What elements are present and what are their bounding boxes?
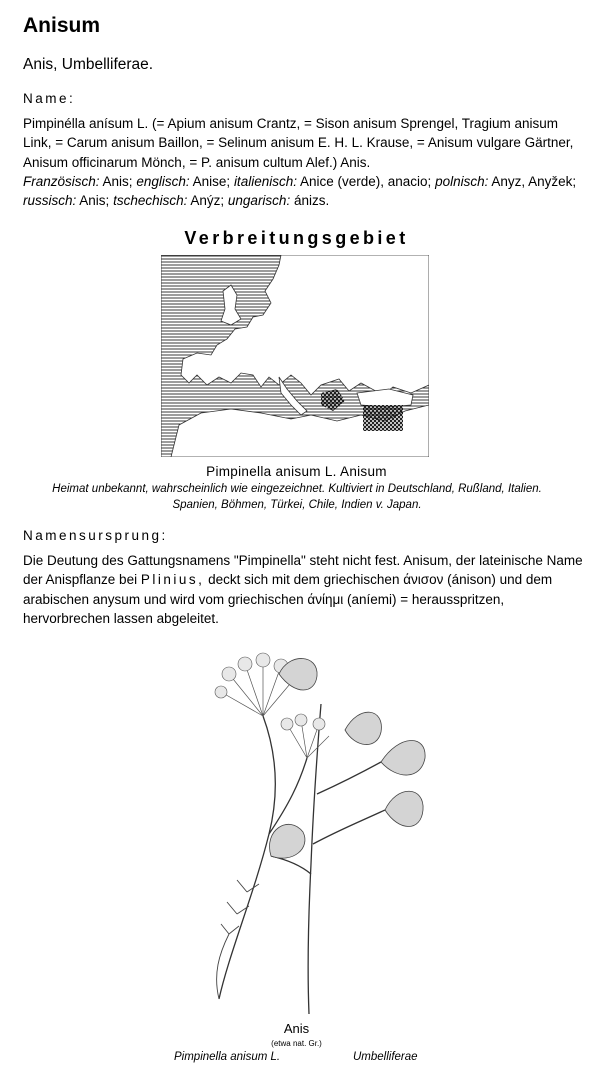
flower-cluster — [256, 653, 270, 667]
author-name: Plinius, — [140, 572, 205, 588]
leaf-stem — [313, 810, 385, 844]
map-note: Heimat unbekannt, wahrscheinlich wie eingezeichnet. Kultiviert in Deutschland, Rußland, Italien. Spanien, Böhmen, Türkei, Chile, Indien v. Japan. — [52, 483, 542, 511]
translation-value: Anise; — [192, 173, 231, 189]
flower-cluster — [238, 657, 252, 671]
figure-species: Pimpinella anisum L. — [174, 1051, 281, 1063]
figure-family: Umbelliferae — [353, 1051, 418, 1063]
translation-lang: italienisch: — [233, 173, 297, 189]
translation-lang: russisch: — [23, 193, 77, 209]
name-heading: Name: — [23, 91, 76, 106]
origin-text-start: Die Deutung des Gattungsnamens "Pimpinella" steht nicht fest. Anisum, der lateinische Name der Anispflanze bei — [23, 553, 583, 588]
flower-cluster — [281, 718, 293, 730]
translation-value: ánizs. — [293, 193, 330, 209]
origin-heading: Namensursprung: — [23, 528, 168, 543]
left-stem — [219, 716, 275, 999]
distribution-map — [161, 255, 429, 457]
translations — [23, 174, 576, 208]
leaf — [381, 740, 425, 775]
anise-plant-illustration — [159, 634, 431, 1019]
translation-lang: tschechisch: — [113, 193, 188, 209]
leaf-stem — [271, 856, 311, 874]
translation-value: Anis; — [79, 193, 110, 209]
page-subtitle: Anis, Umbelliferae. — [23, 56, 154, 73]
synonyms-text: Pimpinélla anísum L. (= Apium anisum Crantz, = Sison anisum Sprengel, Tragium anisum Link, = Carum anisum Baillon, = Selinum anisum E. H. L. Krause, = Anisum vulgare Gärtner, Anisum officinarum Mönch, = P. anisum cultum Alef.) Anis. — [23, 116, 574, 170]
flower-cluster — [295, 714, 307, 726]
translation-value: Anýz; — [190, 193, 225, 209]
origin-paragraph — [23, 551, 583, 628]
map-caption: Pimpinella anisum L. Anisum — [206, 464, 387, 479]
translation-lang: polnisch: — [435, 173, 489, 189]
figure-scale: (etwa nat. Gr.) — [271, 1039, 322, 1048]
translation-lang: englisch: — [136, 173, 190, 189]
translation-lang: Französisch: — [23, 173, 100, 189]
leaf — [270, 824, 305, 858]
leaf-stem — [317, 762, 381, 794]
page-title: Anisum — [23, 14, 101, 37]
leaf — [385, 791, 423, 826]
translation-value: Anyz, Anyžek; — [491, 173, 577, 189]
flower-cluster — [313, 718, 325, 730]
translation-lang: ungarisch: — [227, 193, 291, 209]
map-native-range-area — [363, 405, 403, 431]
origin-text-end: deckt sich mit dem griechischen άνισον (ánison) und dem arabischen anysum und wird vom griechischen άνίημι (aníemi) = herausspritzen, hervorbrechen lassen abgeleitet. — [23, 572, 553, 626]
flower-cluster — [222, 667, 236, 681]
figure-caption: Anis — [283, 1021, 310, 1036]
leaf — [345, 712, 381, 744]
translation-value: Anis; — [102, 173, 133, 189]
map-title: Verbreitungsgebiet — [184, 228, 409, 248]
translation-value: Anice (verde), anacio; — [299, 173, 432, 189]
flower-cluster — [215, 686, 227, 698]
name-paragraph — [23, 114, 583, 210]
